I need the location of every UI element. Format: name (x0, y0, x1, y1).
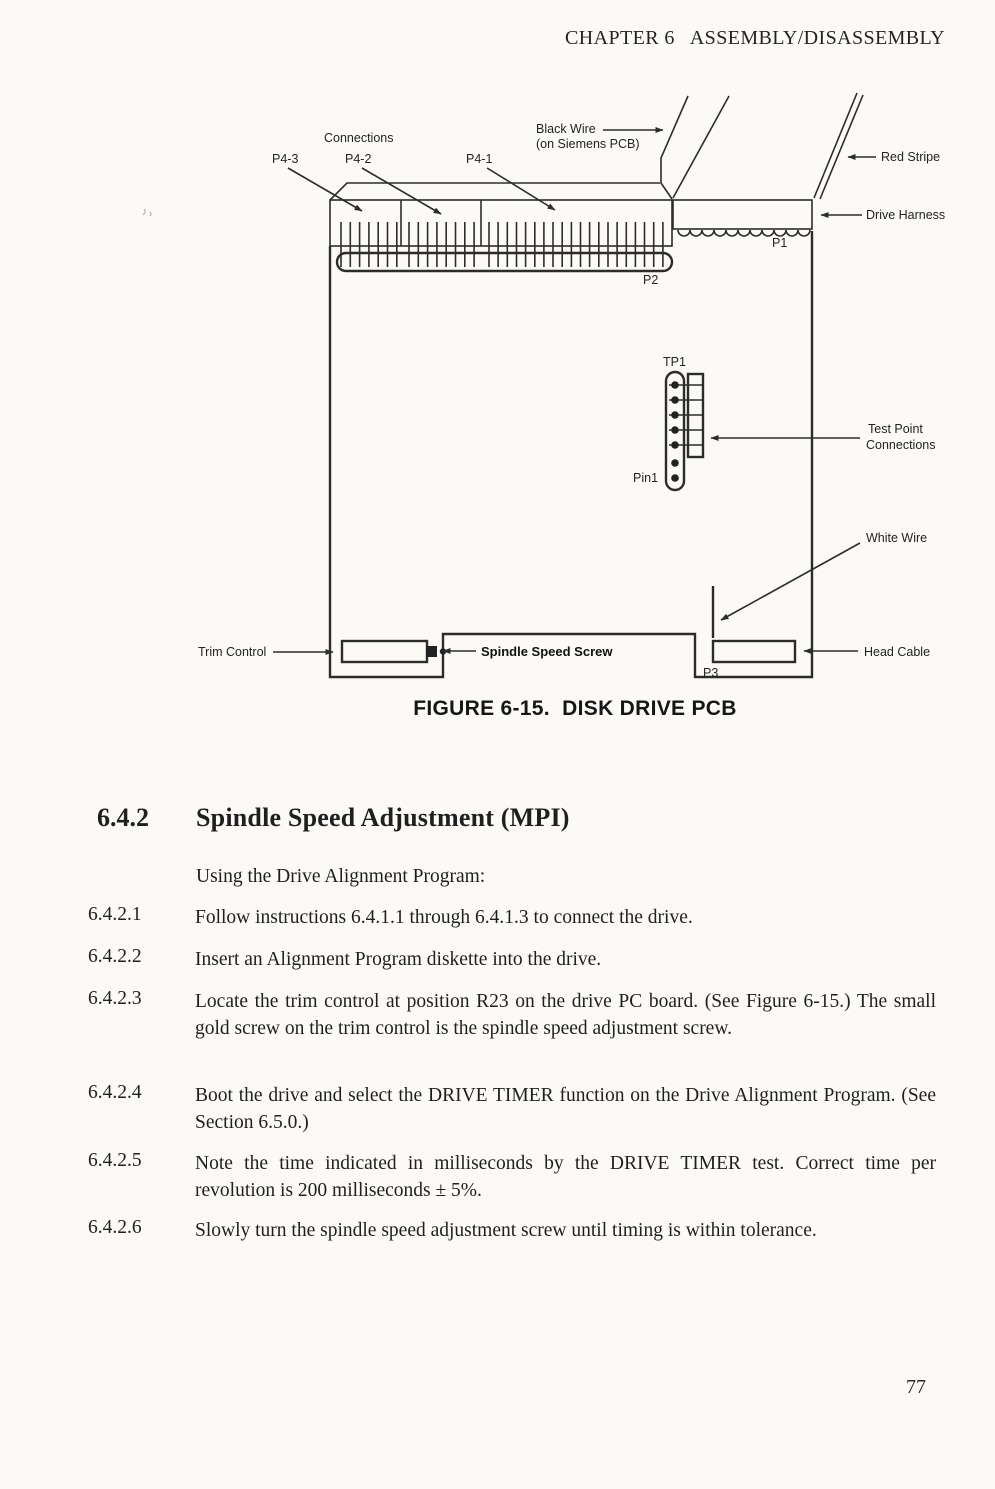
item-number: 6.4.2.1 (88, 904, 142, 925)
spindle-speed-screw-label: Spindle Speed Screw (481, 644, 613, 659)
item-text: Note the time indicated in milliseconds by the DRIVE TIMER test. Correct time per revolution is 200 milliseconds ± 5%. (195, 1153, 936, 1201)
black-wire-label-line2: (on Siemens PCB) (536, 137, 640, 151)
red-stripe-cable (814, 93, 863, 199)
page-number: 77 (906, 1376, 926, 1398)
p4-1-label: P4-1 (466, 152, 493, 166)
item-text: Slowly turn the spindle speed adjustment screw until timing is within tolerance. (195, 1220, 817, 1241)
drive-harness-label: Drive Harness (866, 208, 946, 222)
section-intro: Using the Drive Alignment Program: (196, 866, 486, 887)
connector-pins (341, 222, 663, 267)
test-point-label-line2: Connections (866, 438, 936, 452)
item-text: Insert an Alignment Program diskette into the drive. (195, 949, 602, 970)
item-number: 6.4.2.6 (88, 1217, 142, 1238)
item-text: Boot the drive and select the DRIVE TIMER function on the Drive Alignment Program. (See Section 6.5.0.) (195, 1085, 936, 1133)
trim-control-label: Trim Control (198, 645, 267, 659)
p4-3-label: P4-3 (272, 152, 299, 166)
trim-control-box (342, 641, 446, 662)
test-point-label-line1: Test Point (868, 422, 923, 436)
figure-caption: FIGURE 6-15. DISK DRIVE PCB (413, 697, 737, 720)
scan-artifact-mark (143, 209, 151, 216)
white-wire-label: White Wire (866, 531, 928, 545)
p3-label: P3 (703, 666, 719, 680)
item-number: 6.4.2.4 (88, 1082, 142, 1103)
p1-label: P1 (772, 236, 788, 250)
drive-harness (673, 200, 812, 236)
head-cable-label: Head Cable (864, 645, 931, 659)
tp1-label: TP1 (663, 355, 686, 369)
p3-connector-box (713, 641, 795, 662)
black-wire-label-line1: Black Wire (536, 122, 596, 136)
white-wire-arrow (721, 543, 860, 620)
item-text: Follow instructions 6.4.1.1 through 6.4.1.3 to connect the drive. (195, 907, 693, 928)
pin1-label: Pin1 (633, 471, 659, 485)
section-heading (0, 803, 995, 837)
p4-3-arrow (288, 168, 362, 211)
connections-label: Connections (324, 131, 394, 145)
test-point-dots (671, 381, 679, 482)
connector-top-face (330, 183, 660, 200)
section-title: Spindle Speed Adjustment (MPI) (196, 803, 570, 832)
item-number: 6.4.2.5 (88, 1150, 142, 1171)
p4-1-arrow (487, 168, 555, 210)
p1-scallop-edge (678, 230, 810, 236)
p4-2-label: P4-2 (345, 152, 372, 166)
tp1-test-points (666, 372, 703, 490)
black-wire-band (661, 96, 729, 199)
section-number: 6.4.2 (97, 803, 149, 832)
callout-arrows (273, 130, 876, 652)
item-text: Locate the trim control at position R23 on the drive PC board. (See Figure 6-15.) The small gold screw on the trim control is the spindle speed adjustment screw. (195, 991, 936, 1039)
chapter-header: CHAPTER 6 ASSEMBLY/DISASSEMBLY (565, 27, 945, 49)
item-number: 6.4.2.2 (88, 946, 142, 967)
red-stripe-label: Red Stripe (881, 150, 941, 164)
p2-label: P2 (643, 273, 659, 287)
item-number: 6.4.2.3 (88, 988, 142, 1009)
spindle-speed-screw-square (426, 646, 437, 657)
edge-connector (330, 183, 672, 246)
